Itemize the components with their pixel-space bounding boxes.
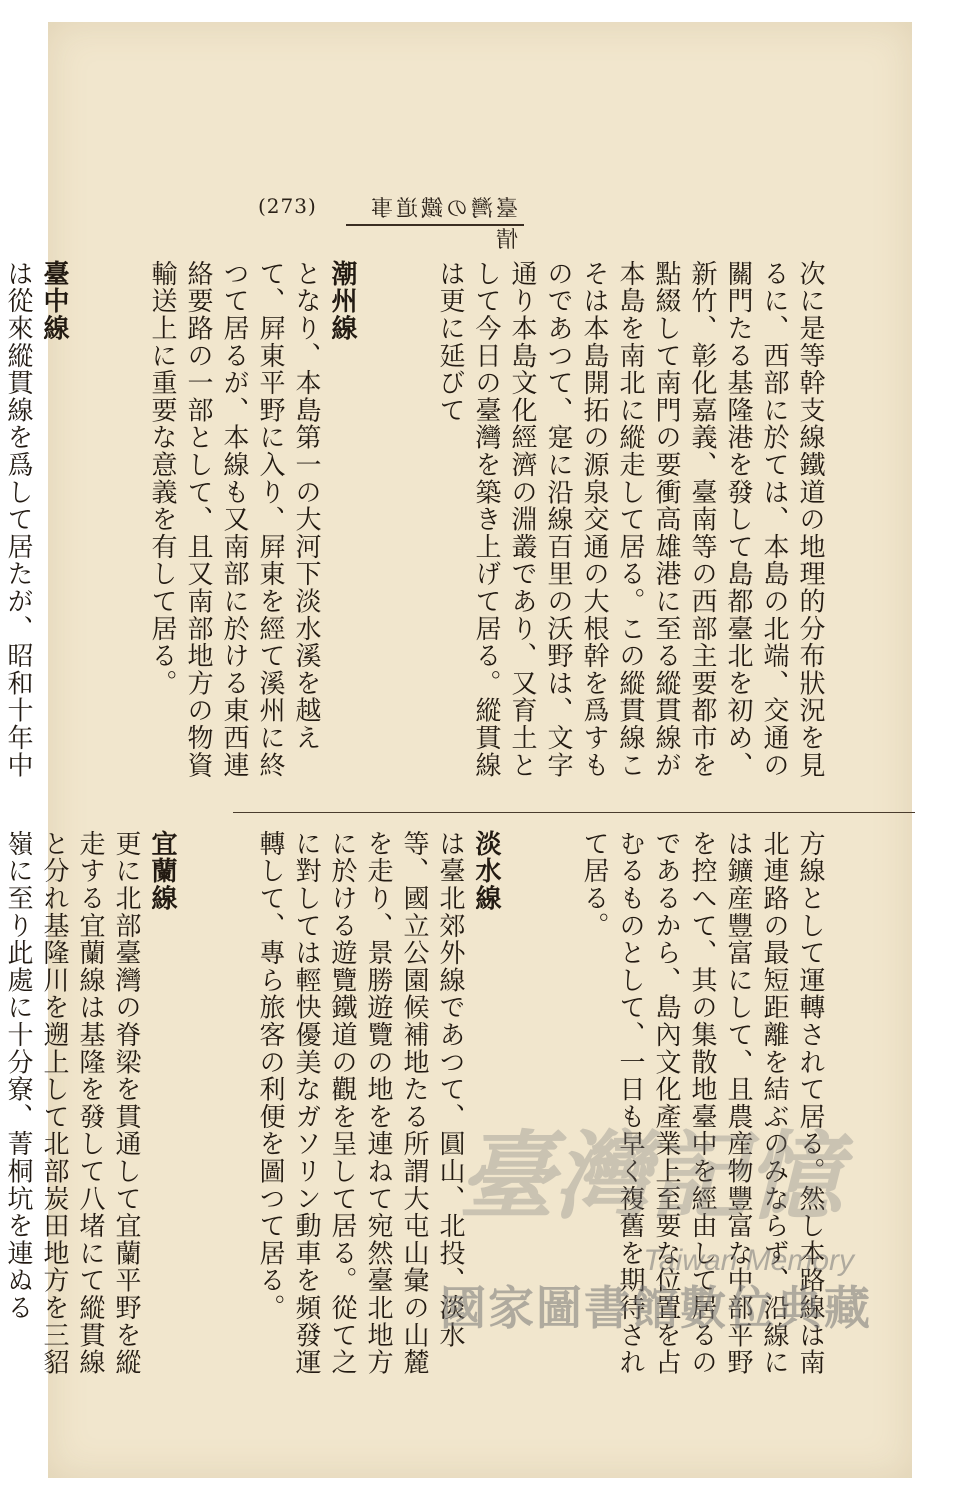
heading-yilan-line: 宜蘭線 [147, 830, 177, 912]
paragraph-intro: 次に是等幹支線鐵道の地理的分布狀況を見るに、西部に於ては、本島の北端、交通の關門たる基隆港を發して島都臺北を初め、新竹、彰化嘉義、臺南等の西部主要都市を點綴して南門の要衝高雄港に至る縱貫線が本島を南北に縱走して居る。この縱貫線こそは本島開拓の源泉交通の大根幹を爲すものであつて、寔に沿線百里の沃野は、文字通り本島文化經濟の淵叢であり、又育土として今日の臺灣を築き上げて居る。縱貫線は更に延びて [435, 260, 825, 779]
watermark-logo: 臺灣記憶 [458, 1120, 842, 1233]
watermark-chinese: 國家圖書館數位典藏 [440, 1281, 872, 1335]
section-divider [233, 812, 915, 813]
paragraph-taichung-line: は從來縱貫線を爲して居たが、昭和十年中 [3, 260, 33, 779]
header-rule [346, 224, 524, 226]
paragraph-tamsui-line: は臺北郊外線であつて、圓山、北投、淡水等、國立公園候補地たる所謂大屯山彙の山麓を走り、景勝遊覽の地を連ねて宛然臺北地方に於ける遊覽鐵道の觀を呈して居る。從て之に對しては輕快優美なガソリン動車を頻發運轉して、專ら旅客の利便を圖つて居る。 [255, 830, 465, 1376]
paragraph-chaozhou-line: となり、本島第一の大河下淡水溪を越えて、屛東平野に入り、屛東を經て溪州に終つて居るが、本線も又南部に於ける東西連絡要路の一部として、且又南部地方の物資輸送上に重要な意義を有して居る。 [147, 260, 321, 779]
book-page [3, 22, 912, 1478]
bottom-text-block [0, 830, 864, 1390]
watermark-english: Taiwan Memory [643, 1244, 854, 1277]
page-number: (273) [258, 194, 317, 218]
heading-taichung-line: 臺中線 [39, 260, 69, 342]
top-text-block [0, 260, 864, 780]
running-title: 臺灣の鐵道事情 [367, 197, 518, 253]
paragraph-yilan-line: 更に北部臺灣の脊梁を貫通して宜蘭平野を縱走する宜蘭線は基隆を發して八堵にて縱貫線と分れ基隆川を遡上して北部炭田地方を三貂嶺に至り此處に十分寮、菁桐坑を連ぬる [3, 830, 141, 1376]
heading-chaozhou-line: 潮州線 [327, 260, 357, 342]
paragraph-local-line: 方線として運轉されて居る。然し本路線は南北連路の最短距離を結ぶのみならず、沿線には鑛産豐富にして、且農産物豐富な中部平野を控へて、其の集散地臺中を經由して居るのであるから、島內文化產業上至要な位置を占むるものとして、一日も早く複舊を期待されて居る。 [579, 830, 825, 1376]
page-header [258, 190, 518, 253]
heading-tamsui-line: 淡水線 [471, 830, 501, 912]
